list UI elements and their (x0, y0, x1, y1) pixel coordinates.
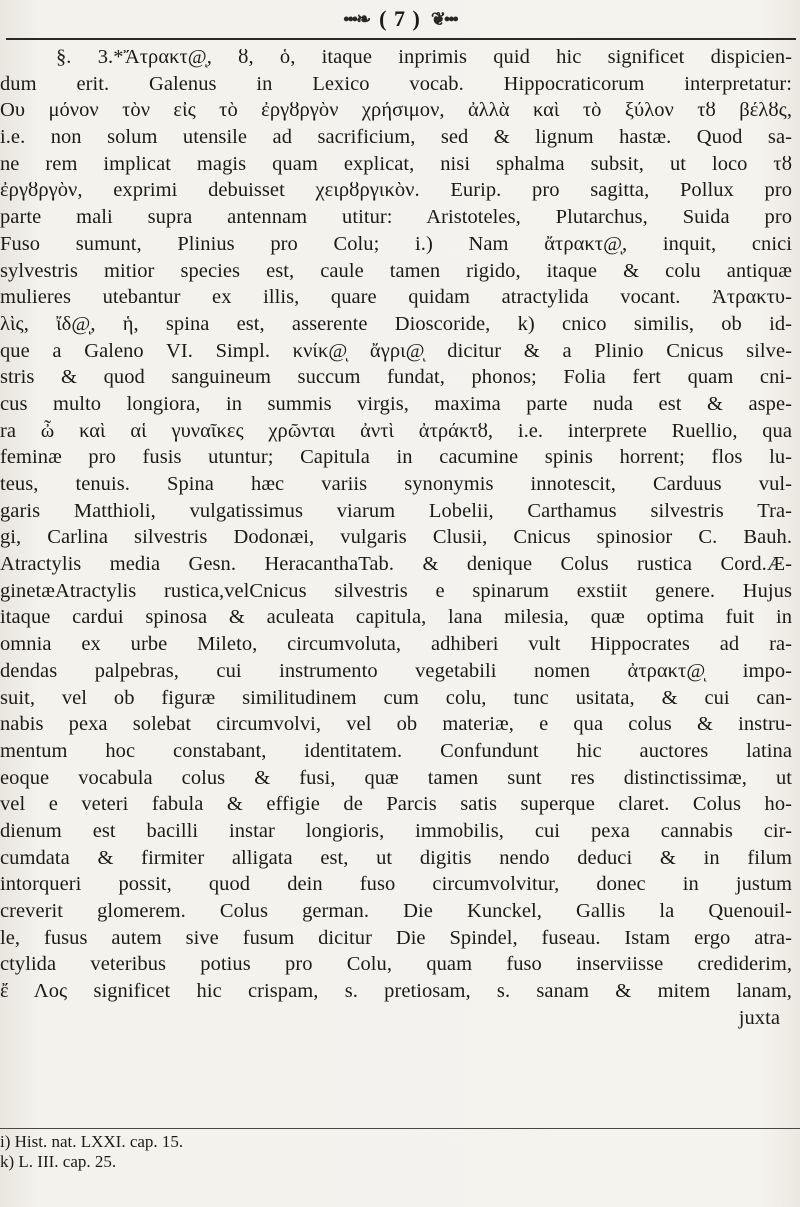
footnote-rule (0, 1128, 800, 1129)
text-line: gi, Carlina silvestris Dodonæi, vulgaris Clusii, Cnicus spinosior C. Bauh. (0, 526, 792, 549)
text-line: Ου μόνον τὸν εἰς τὸ ἐργȣργὸν χρήσιμον, ἀλλὰ καὶ τὸ ξύλον τȣ βέλȣς, (0, 99, 792, 122)
text-line: omnia ex urbe Mileto, circumvoluta, adhiberi vult Hippocrates ad ra- (0, 633, 792, 656)
text-line: ne rem implicat magis quam explicat, nisi sphalma subsit, ut loco τȣ (0, 152, 792, 175)
text-line: stris & quod sanguineum succum fundat, phonos; Folia fert quam cni- (0, 366, 792, 389)
text-line: ctylida veteribus potius pro Colu, quam fuso inserviisse crediderim, (0, 953, 792, 976)
text-line: ginetæAtractylis rustica,velCnicus silvestris e spinarum exstiit genere. Hujus (0, 579, 792, 602)
text-line: que a Galeno VI. Simpl. κνίκ@ͅ ἄγρι@ͅ dicitur & a Plinio Cnicus silve- (0, 339, 792, 362)
text-line: intorqueri possit, quod dein fuso circumvolvitur, donec in justum (0, 873, 792, 896)
text-line: itaque cardui spinosa & aculeata capitula, lana milesia, quæ optima fuit in (0, 606, 792, 629)
header-ornament-left: •••❧ (343, 8, 370, 29)
text-line: eoque vocabula colus & fusi, quæ tamen sunt res distinctissimæ, ut (0, 766, 792, 789)
text-line: dendas palpebras, cui instrumento vegetabili nomen ἀτρακτ@ͅ impo- (0, 659, 792, 682)
text-line: λὶς, ἴδ@ͅ, ἡ, spina est, asserente Dioscoride, k) cnico similis, ob id- (0, 312, 792, 335)
text-line: creverit glomerem. Colus german. Die Kunckel, Gallis la Quenouil- (0, 900, 792, 922)
header-ornament-right: ❦••• (430, 8, 457, 29)
text-line: vel e veteri fabula & effigie de Parcis satis superque claret. Colus ho- (0, 793, 792, 816)
text-line: mentum hoc constabant, identitatem. Confundunt hic auctores latina (0, 739, 792, 762)
text-line: cus multo longiora, in summis virgis, maxima parte nuda est & aspe- (0, 392, 792, 415)
page-header (0, 2, 800, 36)
text-line: Fuso sumunt, Plinius pro Colu; i.) Nam ἄτρακτ@ͅ, inquit, cnici (0, 232, 792, 255)
text-line: suit, vel ob figuræ similitudinem cum colu, tunc usitata, & cui can- (0, 686, 792, 709)
text-line: mulieres utebantur ex illis, quare quidam atractylida vocant. Ἀτρακτυ- (0, 286, 792, 309)
text-line: dum erit. Galenus in Lexico vocab. Hippocraticorum interpretatur: (0, 72, 792, 95)
text-line: sylvestris mitior species est, caule tamen rigido, itaque & colu antiquæ (0, 259, 792, 282)
footnotes (0, 1132, 400, 1172)
catchword: juxta (738, 1006, 780, 1029)
text-line: parte mali supra antennam utitur: Aristoteles, Plutarchus, Suida pro (0, 206, 792, 229)
text-line: ἔ Λος significet hic crispam, s. pretiosam, s. sanam & mitem lanam, (0, 980, 792, 1003)
text-line: §. 3.*Ἄτρακτ@ͅ, ȣ, ὁ, itaque inprimis quid hic significet dispicien- (56, 46, 792, 68)
text-line: teus, tenuis. Spina hæc variis synonymis innotescit, Carduus vul- (0, 473, 792, 495)
footnote: i) Hist. nat. LXXI. cap. 15. (0, 1132, 184, 1151)
text-line: le, fusus autem sive fusum dicitur Die Spindel, fuseau. Istam ergo atra- (0, 926, 792, 949)
text-line: feminæ pro fusis utuntur; Capitula in cacumine spinis horrent; flos lu- (0, 446, 792, 469)
text-line: ἐργȣργὸν, exprimi debuisset χειρȣργικὸν. Eurip. pro sagitta, Pollux pro (0, 179, 792, 202)
text-line: dienum est bacilli instar longioris, immobilis, cui pexa cannabis cir- (0, 819, 792, 842)
header-rule (6, 38, 796, 40)
text-line: garis Matthioli, vulgatissimus viarum Lobelii, Carthamus silvestris Tra- (0, 499, 792, 522)
text-line: nabis pexa solebat circumvolvi, vel ob materiæ, e qua colus & instru- (0, 713, 792, 736)
text-line: Atractylis media Gesn. HeracanthaTab. & denique Colus rustica Cord.Æ- (0, 553, 792, 576)
footnote: k) L. III. cap. 25. (0, 1152, 117, 1171)
text-line: cumdata & firmiter alligata est, ut digitis nendo deduci & in filum (0, 846, 792, 869)
page-number: ( 7 ) (379, 6, 421, 31)
text-line: i.e. non solum utensile ad sacrificium, sed & lignum hastæ. Quod sa- (0, 126, 792, 149)
text-line: ra ὦ καὶ αἱ γυναῖκες χρῶνται ἀντὶ ἀτράκτȣ, i.e. interprete Ruellio, qua (0, 419, 792, 442)
body-text (0, 44, 798, 1031)
